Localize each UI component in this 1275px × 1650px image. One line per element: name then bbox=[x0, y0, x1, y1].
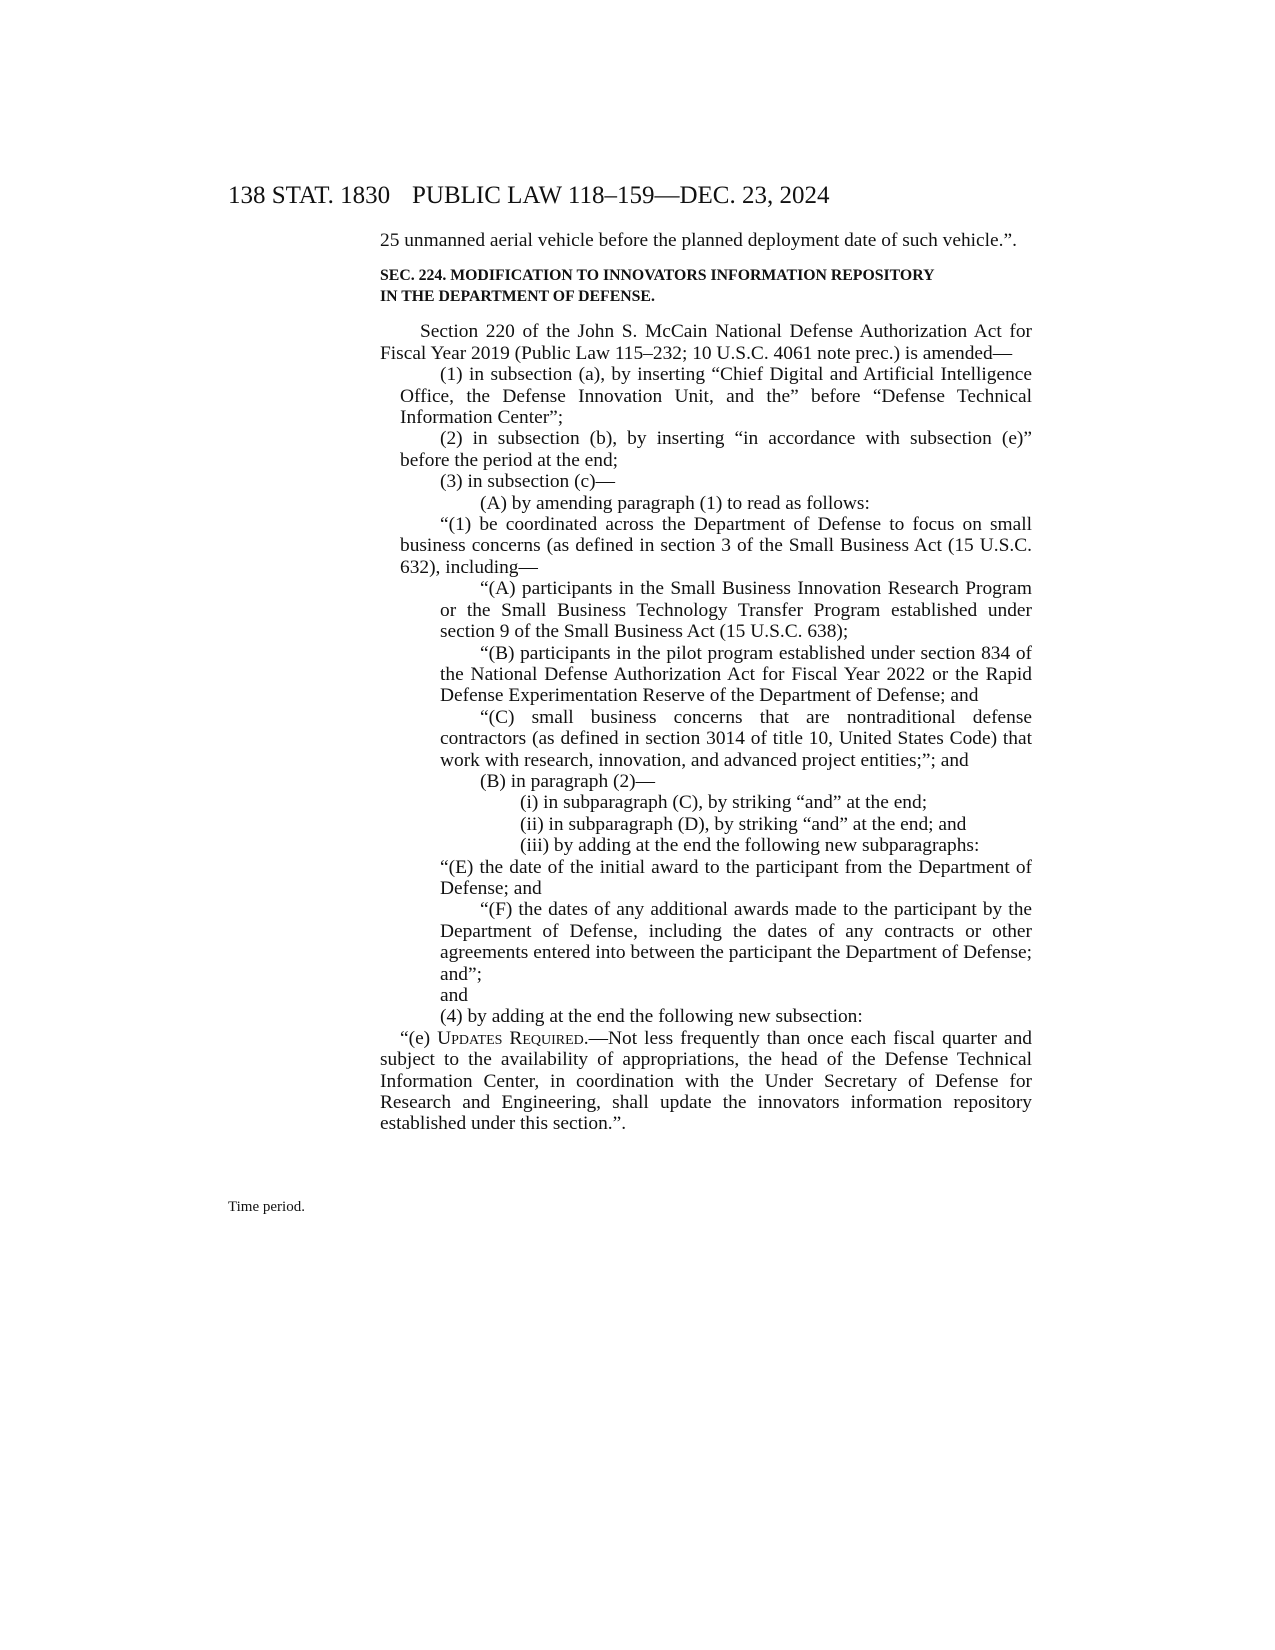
paragraph-2: (2) in subsection (b), by inserting “in accordance with subsection (e)” before the period at the end; bbox=[400, 428, 1032, 471]
paragraph-4: (4) by adding at the end the following new subsection: bbox=[440, 1006, 863, 1028]
subsection-e-lead: “(e) bbox=[400, 1027, 438, 1049]
clause-i: (i) in subparagraph (C), by striking “and” at the end; bbox=[520, 792, 928, 814]
subsection-e-text: .—Not less frequently than once each fiscal quarter and subject to the availability of appropriations, the head of the Defense Technical Information Center, in coordination with the Under Secretary of Defense for Research and Engineering, shall update the innovators information repository established under this section.”. bbox=[380, 1027, 1032, 1135]
page-header bbox=[0, 178, 1275, 214]
quoted-paragraph-1: “(1) be coordinated across the Department of Defense to focus on small business concerns (as defined in section 3 of the Small Business Act (15 U.S.C. 632), including— bbox=[400, 514, 1032, 578]
subsection-e-caption: Updates Required bbox=[437, 1027, 584, 1049]
quoted-subparagraph-C: “(C) small business concerns that are nontraditional defense contractors (as defined in section 3014 of title 10, United States Code) that work with research, innovation, and advanced project entities;”; and bbox=[440, 706, 1032, 771]
clause-ii: (ii) in subparagraph (D), by striking “and” at the end; and bbox=[520, 813, 967, 835]
clause-iii: (iii) by adding at the end the following new subparagraphs: bbox=[520, 835, 980, 857]
quoted-subparagraph-E: “(E) the date of the initial award to the participant from the Department of Defense; and bbox=[440, 856, 1032, 899]
public-law-title: PUBLIC LAW 118–159—DEC. 23, 2024 bbox=[412, 182, 830, 209]
section-heading bbox=[380, 265, 1032, 307]
quoted-subparagraph-F: “(F) the dates of any additional awards made to the participant by the Department of Defense, including the dates of any contracts or other agreements entered into between the participant the Department of Defense; and”; bbox=[440, 899, 1032, 985]
subparagraph-3B: (B) in paragraph (2)— bbox=[480, 770, 655, 792]
statute-page-reference: 138 STAT. 1830 bbox=[228, 182, 391, 209]
continuation-paragraph: 25 unmanned aerial vehicle before the planned deployment date of such vehicle.”. bbox=[380, 230, 1017, 251]
intro-paragraph: Section 220 of the John S. McCain National Defense Authorization Act for Fiscal Year 2019 (Public Law 115–232; 10 U.S.C. 4061 note prec.) is amended— bbox=[380, 321, 1032, 364]
quoted-subparagraph-B: “(B) participants in the pilot program established under section 834 of the National Defense Authorization Act for Fiscal Year 2022 or the Rapid Defense Experimentation Reserve of the Department of Defense; and bbox=[440, 642, 1032, 707]
paragraph-1: (1) in subsection (a), by inserting “Chief Digital and Artificial Intelligence Office, the Defense Innovation Unit, and the” before “Defense Technical Information Center”; bbox=[400, 364, 1032, 429]
margin-note: Time period. bbox=[228, 1199, 305, 1215]
section-heading-line: IN THE DEPARTMENT OF DEFENSE. bbox=[380, 288, 655, 306]
conjunction-and: and bbox=[440, 985, 468, 1006]
subparagraph-3A: (A) by amending paragraph (1) to read as follows: bbox=[480, 492, 870, 514]
quoted-subparagraph-A: “(A) participants in the Small Business Innovation Research Program or the Small Business Technology Transfer Program established under section 9 of the Small Business Act (15 U.S.C. 638); bbox=[440, 578, 1032, 643]
section-heading-line: SEC. 224. MODIFICATION TO INNOVATORS INFORMATION REPOSITORY bbox=[380, 267, 935, 285]
quoted-subsection-e bbox=[380, 1028, 1032, 1135]
paragraph-3: (3) in subsection (c)— bbox=[440, 471, 616, 493]
document-body bbox=[380, 230, 1032, 1135]
